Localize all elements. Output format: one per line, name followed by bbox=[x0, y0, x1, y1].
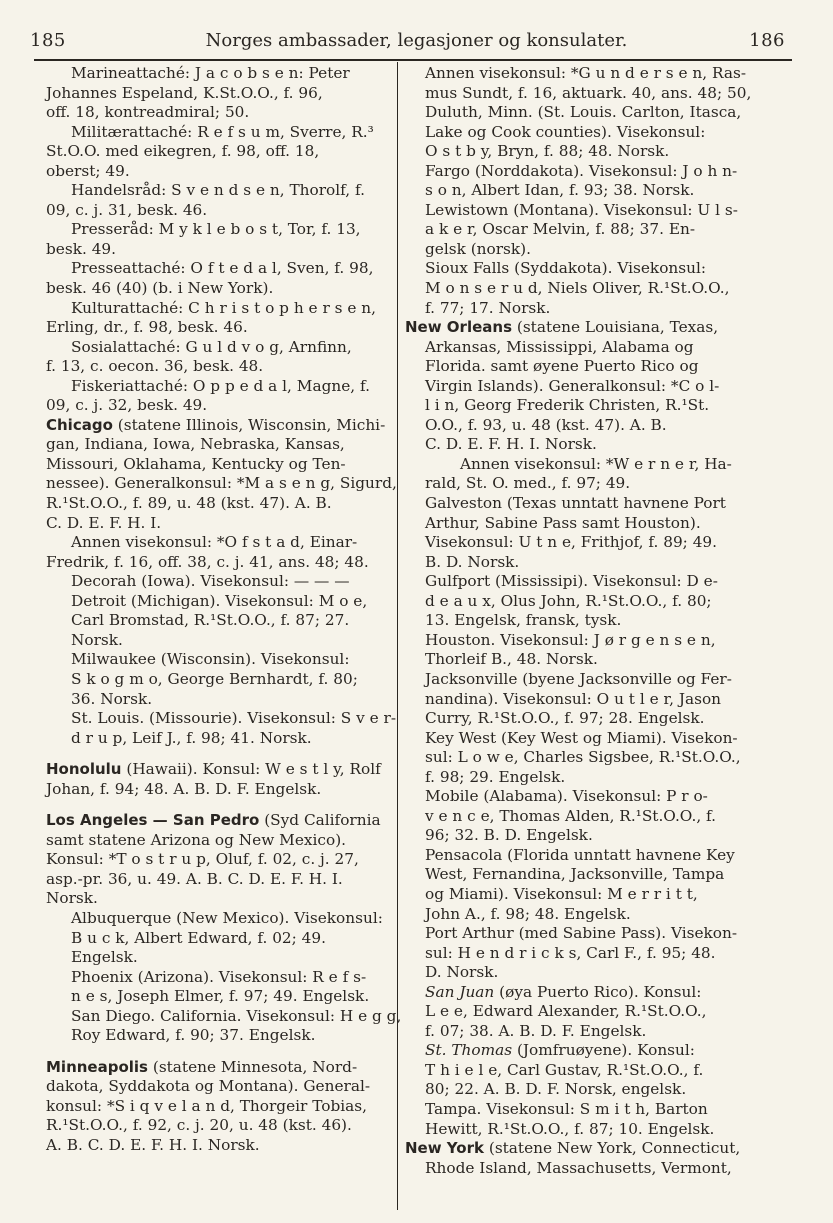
text-line: f. 77; 17. Norsk. bbox=[425, 298, 551, 317]
text-line: gelsk (norsk). bbox=[425, 239, 532, 258]
text-line: Presseattaché: O f t e d a l, Sven, f. 98, bbox=[71, 259, 374, 278]
text-line: rald, St. O. med., f. 97; 49. bbox=[425, 474, 631, 493]
text-line: West, Fernandina, Jacksonville, Tampa bbox=[425, 865, 725, 884]
text-line: R.¹St.O.O., f. 89, u. 48 (kst. 47). A. B. bbox=[46, 494, 332, 513]
text-line: Mobile (Alabama). Visekonsul: P r o- bbox=[425, 787, 708, 806]
text-line: n e s, Joseph Elmer, f. 97; 49. Engelsk. bbox=[71, 987, 370, 1006]
text-line: besk. 46 (40) (b. i New York). bbox=[46, 279, 274, 298]
text-line: s o n, Albert Idan, f. 93; 38. Norsk. bbox=[425, 181, 695, 200]
text-line: besk. 49. bbox=[46, 239, 117, 258]
text-line: Annen visekonsul: *G u n d e r s e n, Ras- bbox=[425, 64, 747, 82]
text-line: Erling, dr., f. 98, besk. 46. bbox=[46, 318, 248, 337]
column-divider bbox=[397, 62, 398, 1210]
text-line: Tampa. Visekonsul: S m i t h, Barton bbox=[425, 1099, 708, 1118]
text-line: 09, c. j. 31, besk. 46. bbox=[46, 200, 208, 219]
text-line bbox=[46, 760, 392, 780]
text-line: Carl Bromstad, R.¹St.O.O., f. 87; 27. bbox=[71, 611, 350, 630]
text-line bbox=[46, 1058, 392, 1078]
text-line: S k o g m o, George Bernhardt, f. 80; bbox=[71, 669, 358, 688]
entry-heading: San Juan bbox=[425, 982, 495, 1001]
text-line: Lake og Cook counties). Visekonsul: bbox=[425, 122, 706, 141]
entry-heading: Chicago bbox=[46, 415, 113, 434]
text-line: Curry, R.¹St.O.O., f. 97; 28. Engelsk. bbox=[425, 709, 705, 728]
text-line: Annen visekonsul: *O f s t a d, Einar- bbox=[71, 533, 358, 552]
text-line: konsul: *S i q v e l a n d, Thorgeir Tobias, bbox=[46, 1096, 367, 1115]
text-line bbox=[405, 1139, 777, 1159]
text-line: Arthur, Sabine Pass samt Houston). bbox=[425, 513, 701, 532]
entry-text: (Hawaii). Konsul: W e s t l y, Rolf bbox=[121, 760, 381, 779]
text-line: O.O., f. 93, u. 48 (kst. 47). A. B. bbox=[425, 415, 667, 434]
text-line bbox=[405, 983, 777, 1003]
entry-text: (statene New York, Connecticut, bbox=[483, 1139, 741, 1158]
text-line: Phoenix (Arizona). Visekonsul: R e f s- bbox=[71, 967, 367, 986]
text-line: Virgin Islands). Generalkonsul: *C o l- bbox=[425, 376, 720, 395]
text-line: d e a u x, Olus John, R.¹St.O.O., f. 80; bbox=[425, 591, 712, 610]
text-line: C. D. E. F. H. I. Norsk. bbox=[425, 435, 597, 454]
page-number-right: 186 bbox=[749, 30, 785, 51]
text-line: San Diego. California. Visekonsul: H e g g, bbox=[71, 1006, 402, 1025]
text-line: f. 98; 29. Engelsk. bbox=[425, 767, 566, 786]
text-line: gan, Indiana, Iowa, Nebraska, Kansas, bbox=[46, 435, 345, 454]
text-line: og Miami). Visekonsul: M e r r i t t, bbox=[425, 884, 698, 903]
text-line: samt statene Arizona og New Mexico). bbox=[46, 830, 347, 849]
text-line: Albuquerque (New Mexico). Visekonsul: bbox=[71, 908, 383, 927]
text-line: mus Sundt, f. 16, aktuark. 40, ans. 48; 50, bbox=[425, 83, 752, 102]
text-line: l i n, Georg Frederik Christen, R.¹St. bbox=[425, 396, 710, 415]
text-line: Thorleif B., 48. Norsk. bbox=[425, 650, 598, 669]
text-line: Militærattaché: R e f s u m, Sverre, R.³ bbox=[71, 122, 374, 141]
text-line: Konsul: *T o s t r u p, Oluf, f. 02, c. j. 27, bbox=[46, 850, 359, 869]
text-line: a k e r, Oscar Melvin, f. 88; 37. En- bbox=[425, 220, 696, 239]
entry-text: (øya Puerto Rico). Konsul: bbox=[494, 982, 702, 1001]
text-line: Norsk. bbox=[46, 889, 98, 908]
text-line: 13. Engelsk, fransk, tysk. bbox=[425, 611, 622, 630]
text-line: Florida. samt øyene Puerto Rico og bbox=[425, 357, 699, 376]
text-line: d r u p, Leif J., f. 98; 41. Norsk. bbox=[71, 728, 312, 747]
text-line: Houston. Visekonsul: J ø r g e n s e n, bbox=[425, 630, 716, 649]
text-line: oberst; 49. bbox=[46, 161, 130, 180]
text-line: Port Arthur (med Sabine Pass). Visekon- bbox=[425, 924, 738, 943]
text-line: O s t b y, Bryn, f. 88; 48. Norsk. bbox=[425, 142, 670, 161]
left-column bbox=[46, 64, 402, 1156]
text-line: 09, c. j. 32, besk. 49. bbox=[46, 396, 208, 415]
entry-text: (statene Louisiana, Texas, bbox=[512, 318, 719, 337]
text-line: C. D. E. F. H. I. bbox=[46, 513, 162, 532]
text-line: Marineattaché: J a c o b s e n: Peter bbox=[71, 64, 350, 82]
text-line: Handelsråd: S v e n d s e n, Thorolf, f. bbox=[71, 181, 365, 200]
text-line bbox=[46, 416, 392, 436]
text-line: v e n c e, Thomas Alden, R.¹St.O.O., f. bbox=[425, 806, 717, 825]
text-line: Sosialattaché: G u l d v o g, Arnfinn, bbox=[71, 337, 352, 356]
entry-heading: New York bbox=[405, 1139, 484, 1158]
text-line: Fiskeriattaché: O p p e d a l, Magne, f. bbox=[71, 376, 370, 395]
entry-heading: Honolulu bbox=[46, 760, 122, 779]
text-line: Kulturattaché: C h r i s t o p h e r s e n, bbox=[71, 298, 376, 317]
text-line: Fredrik, f. 16, off. 38, c. j. 41, ans. 48; 48. bbox=[46, 552, 369, 571]
text-line: Rhode Island, Massachusetts, Vermont, bbox=[425, 1158, 732, 1177]
text-line: Annen visekonsul: *W e r n e r, Ha- bbox=[460, 454, 732, 473]
text-line: sul: L o w e, Charles Sigsbee, R.¹St.O.O., bbox=[425, 748, 741, 767]
text-line: Johan, f. 94; 48. A. B. D. F. Engelsk. bbox=[46, 779, 322, 798]
text-line: L e e, Edward Alexander, R.¹St.O.O., bbox=[425, 1002, 707, 1021]
text-line: off. 18, kontreadmiral; 50. bbox=[46, 103, 250, 122]
text-line: sul: H e n d r i c k s, Carl F., f. 95; 48. bbox=[425, 943, 716, 962]
page-number-left: 185 bbox=[30, 30, 66, 51]
entry-text: (statene Illinois, Wisconsin, Michi- bbox=[112, 415, 386, 434]
text-line: nessee). Generalkonsul: *M a s e n g, Sigurd, bbox=[46, 474, 397, 493]
text-line: Fargo (Norddakota). Visekonsul: J o h n- bbox=[425, 161, 738, 180]
header-rule bbox=[34, 59, 792, 61]
text-line: f. 13, c. oecon. 36, besk. 48. bbox=[46, 357, 264, 376]
text-line: R.¹St.O.O., f. 92, c. j. 20, u. 48 (kst. 46). bbox=[46, 1116, 352, 1135]
text-line: John A., f. 98; 48. Engelsk. bbox=[425, 904, 631, 923]
page-header bbox=[0, 26, 833, 54]
text-line: Hewitt, R.¹St.O.O., f. 87; 10. Engelsk. bbox=[425, 1119, 715, 1138]
text-line: B. D. Norsk. bbox=[425, 552, 520, 571]
right-column bbox=[405, 64, 777, 1178]
text-line: Missouri, Oklahama, Kentucky og Ten- bbox=[46, 454, 346, 473]
text-line: 96; 32. B. D. Engelsk. bbox=[425, 826, 593, 845]
entry-heading: New Orleans bbox=[405, 318, 512, 337]
text-line: Presseråd: M y k l e b o s t, Tor, f. 13, bbox=[71, 220, 361, 239]
entry-heading: Los Angeles — San Pedro bbox=[46, 811, 260, 830]
text-line bbox=[405, 318, 777, 338]
text-line: 36. Norsk. bbox=[71, 689, 153, 708]
text-line: B u c k, Albert Edward, f. 02; 49. bbox=[71, 928, 326, 947]
text-line: dakota, Syddakota og Montana). General- bbox=[46, 1077, 371, 1096]
text-line: f. 07; 38. A. B. D. F. Engelsk. bbox=[425, 1021, 647, 1040]
text-line bbox=[46, 811, 392, 831]
text-line: Galveston (Texas unntatt havnene Port bbox=[425, 494, 726, 513]
entry-heading: St. Thomas bbox=[425, 1041, 513, 1060]
text-line: St. Louis. (Missourie). Visekonsul: S v e r- bbox=[71, 709, 397, 728]
text-line bbox=[405, 1041, 777, 1061]
text-line: T h i e l e, Carl Gustav, R.¹St.O.O., f. bbox=[425, 1060, 704, 1079]
text-line: Jacksonville (byene Jacksonville og Fer- bbox=[425, 669, 732, 688]
text-line: Engelsk. bbox=[71, 948, 138, 967]
text-line: Sioux Falls (Syddakota). Visekonsul: bbox=[425, 259, 706, 278]
text-line: nandina). Visekonsul: O u t l e r, Jason bbox=[425, 689, 722, 708]
text-line: Key West (Key West og Miami). Visekon- bbox=[425, 728, 738, 747]
section-gap bbox=[46, 799, 392, 811]
text-line: 80; 22. A. B. D. F. Norsk, engelsk. bbox=[425, 1080, 687, 1099]
text-line: Arkansas, Mississippi, Alabama og bbox=[425, 337, 694, 356]
text-line: Visekonsul: U t n e, Frithjof, f. 89; 49. bbox=[425, 533, 718, 552]
text-line: Milwaukee (Wisconsin). Visekonsul: bbox=[71, 650, 350, 669]
section-gap bbox=[46, 1046, 392, 1058]
text-line: Lewistown (Montana). Visekonsul: U l s- bbox=[425, 200, 738, 219]
text-line: Decorah (Iowa). Visekonsul: — — — bbox=[71, 572, 350, 591]
entry-text: (Jomfruøyene). Konsul: bbox=[512, 1041, 695, 1060]
text-line: M o n s e r u d, Niels Oliver, R.¹St.O.O., bbox=[425, 279, 730, 298]
section-gap bbox=[46, 748, 392, 760]
text-line: A. B. C. D. E. F. H. I. Norsk. bbox=[46, 1135, 260, 1154]
entry-heading: Minneapolis bbox=[46, 1057, 148, 1076]
text-line: Johannes Espeland, K.St.O.O., f. 96, bbox=[46, 83, 323, 102]
text-line: asp.-pr. 36, u. 49. A. B. C. D. E. F. H. I. bbox=[46, 869, 343, 888]
text-line: D. Norsk. bbox=[425, 963, 499, 982]
entry-text: (statene Minnesota, Nord- bbox=[147, 1057, 358, 1076]
text-line: Gulfport (Mississipi). Visekonsul: D e- bbox=[425, 572, 718, 591]
page-title: Norges ambassader, legasjoner og konsulater. bbox=[205, 30, 628, 51]
text-line: St.O.O. med eikegren, f. 98, off. 18, bbox=[46, 142, 320, 161]
text-line: Detroit (Michigan). Visekonsul: M o e, bbox=[71, 591, 368, 610]
text-line: Pensacola (Florida unntatt havnene Key bbox=[425, 845, 735, 864]
text-line: Duluth, Minn. (St. Louis. Carlton, Itasca, bbox=[425, 103, 742, 122]
text-line: Roy Edward, f. 90; 37. Engelsk. bbox=[71, 1026, 316, 1045]
entry-text: (Syd California bbox=[259, 811, 381, 830]
text-line: Norsk. bbox=[71, 630, 123, 649]
